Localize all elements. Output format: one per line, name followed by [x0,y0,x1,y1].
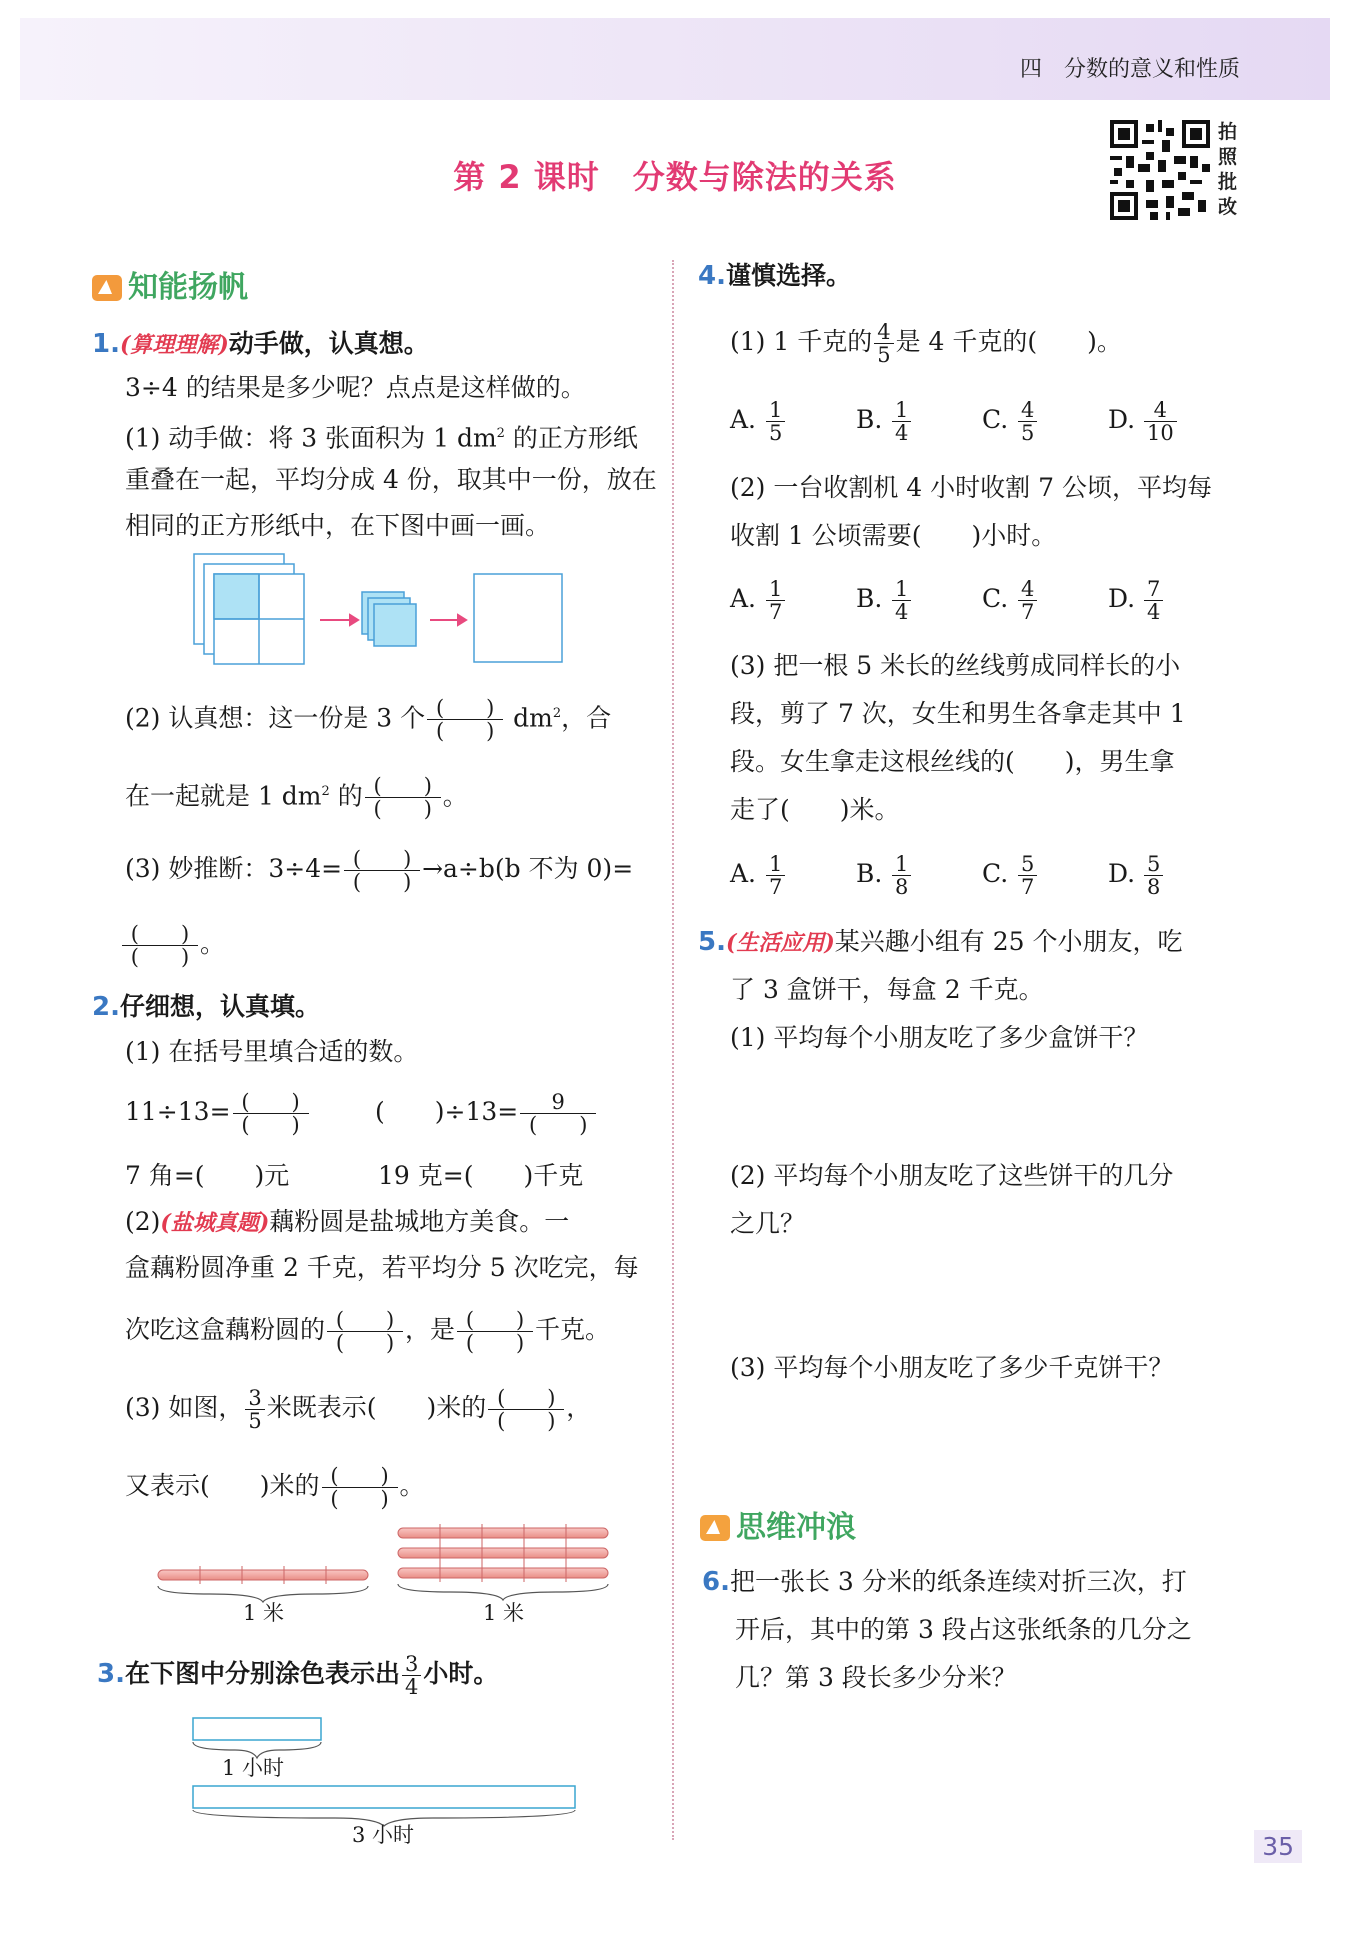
q3-number: 3. [97,1659,125,1689]
section-advanced-label: 思维冲浪 [736,1510,856,1545]
wave-icon [700,1515,730,1541]
q1-intro: 3÷4 的结果是多少呢？点点是这样做的。 [125,373,586,402]
q5-number: 5. [698,927,726,957]
arrow-2 [430,615,466,625]
q2-title: 仔细想，认真填。 [119,992,320,1021]
q4-p1-option-b[interactable]: B. $\frac{1}{4}$ [856,396,982,444]
q4-p3-option-b[interactable]: B. $\frac{1}{8}$ [856,850,982,898]
q4-p2-line1: (2) 一台收割机 4 小时收割 7 公顷，平均每 [730,473,1212,502]
q4-p2-option-c[interactable]: C. $\frac{4}{7}$ [982,575,1108,623]
q4-p1-options [730,396,1234,444]
q1-p2-line2: 在一起就是 1 $dm^2$ 的 $\frac{( )}{( )}$ 。 [125,774,468,822]
blank-fraction[interactable]: $\frac{( )}{( )}$ [365,775,441,820]
q4-heading [698,252,851,300]
square-paper-diagram [190,550,570,670]
q4-p3-option-c[interactable]: C. $\frac{5}{7}$ [982,850,1108,898]
q4-p1: (1) 1 千克的 $\frac{4}{5}$ 是 4 千克的( )。 [730,320,1122,367]
q2-heading [92,983,320,1031]
blank-fraction[interactable]: $\frac{( )}{( )}$ [344,848,420,893]
q5-line2: 了 3 盒饼干，每盒 2 千克。 [730,975,1044,1004]
label-1m-a: 1 米 [243,1601,285,1625]
q5-tag: (生活应用) [725,930,835,956]
blank-fraction[interactable]: $\frac{( )}{( )}$ [327,1309,403,1354]
q2-p2-line3: 次吃这盒藕粉圆的 $\frac{( )}{( )}$ ，是 $\frac{( )}{( )}$ 千克。 [125,1308,611,1355]
q1-p1-line3: 相同的正方形纸中，在下图中画一画。 [125,511,551,540]
q4-p1-option-c[interactable]: C. $\frac{4}{5}$ [982,396,1108,444]
q4-p3-line1: (3) 把一根 5 米长的丝线剪成同样长的小 [730,651,1181,680]
q3-heading: 3.在下图中分别涂色表示出 $\frac{3}{4}$ 小时。 [97,1652,499,1699]
q4-p3-options [730,850,1234,898]
blank-fraction[interactable]: $\frac{( )}{( )}$ [488,1387,564,1432]
blank-fraction[interactable]: $\frac{( )}{( )}$ [322,1465,398,1510]
blank-fraction[interactable]: $\frac{( )}{( )}$ [122,923,198,968]
q1-tag: (算理理解) [119,332,229,358]
q1-p1-line2: 重叠在一起，平均分成 4 份，取其中一份，放在 [125,465,657,494]
q4-title: 谨慎选择。 [725,261,851,290]
shaded-quarter [214,574,259,619]
stacked-squares [194,554,304,664]
q1-number: 1. [92,329,120,359]
q4-p3-option-a[interactable]: A. $\frac{1}{7}$ [730,850,856,898]
one-hour-bar[interactable] [193,1718,321,1740]
qr-code-icon[interactable] [1110,120,1210,220]
q1-p3: (3) 妙推断：3÷4= $\frac{( )}{( )}$ →a÷b(b 不为 0)= [125,847,634,894]
q5-heading: 5.(生活应用)某兴趣小组有 25 个小朋友，吃 [698,927,1183,957]
q2-p2: (2)(盐城真题)藕粉圆是盐城地方美食。一 [125,1207,570,1236]
q5-p3: (3) 平均每个小朋友吃了多少千克饼干？ [730,1353,1174,1382]
q2-eq2: ( )÷13= $\frac{9}{( )}$ [375,1088,598,1136]
q2-number: 2. [92,992,120,1022]
qr-label: 拍照批改 [1218,121,1238,218]
blank-fraction[interactable]: $\frac{( )}{( )}$ [427,697,503,742]
section-basic [92,262,248,306]
q5-p2-line1: (2) 平均每个小朋友吃了这些饼干的几分 [730,1161,1174,1190]
label-3h: 3 小时 [352,1823,415,1847]
small-stack [362,592,416,646]
q1-title: 动手做，认真想。 [228,329,429,358]
q4-p2-option-d[interactable]: D. $\frac{7}{4}$ [1108,575,1234,623]
q4-p1-option-a[interactable]: A. $\frac{1}{5}$ [730,396,856,444]
empty-square [474,574,562,662]
q2-eq1: 11÷13= $\frac{( )}{( )}$ [125,1088,311,1136]
fraction-3-4: $\frac{3}{4}$ [402,1653,421,1698]
q2-eq4: 19 克=( )千克 [378,1161,584,1190]
q2-p2-line2: 盒藕粉圆净重 2 千克，若平均分 5 次吃完，每 [125,1253,639,1282]
q6-line3: 几？第 3 段长多少分米？ [735,1663,1017,1692]
q4-p3-option-d[interactable]: D. $\frac{5}{8}$ [1108,850,1234,898]
fraction-4-5: $\frac{4}{5}$ [874,321,893,366]
sticks-diagram [150,1520,620,1615]
q4-p3-line3: 段。女生拿走这根丝线的( )，男生拿 [730,747,1175,776]
q1-heading [92,320,429,369]
q6-line1: 6.把一张长 3 分米的纸条连续对折三次，打 [702,1567,1187,1597]
q4-number: 4. [698,261,726,291]
lesson-title: 第 2 课时 分数与除法的关系 [453,158,897,196]
blank-fraction[interactable]: $\frac{( )}{( )}$ [233,1091,309,1136]
q2-p2-tag: (盐城真题) [160,1210,270,1236]
q4-p1-option-d[interactable]: D. $\frac{4}{10}$ [1108,396,1234,444]
q2-p1: (1) 在括号里填合适的数。 [125,1037,419,1066]
section-advanced [700,1502,856,1546]
q6-number: 6. [702,1567,730,1597]
q5-p1: (1) 平均每个小朋友吃了多少盒饼干？ [730,1023,1149,1052]
q5-p2-line2: 之几？ [730,1209,806,1238]
q2-p3: (3) 如图， $\frac{3}{5}$ 米既表示( )米的 $\frac{( )}{( )}$ ， [125,1386,592,1433]
q2-eq3: 7 角=( )元 [125,1161,290,1190]
page-number: 35 [1254,1830,1302,1863]
section-basic-label: 知能扬帆 [128,270,248,305]
q4-p2-option-b[interactable]: B. $\frac{1}{4}$ [856,575,982,623]
q1-p1-line1: (1) 动手做：将 3 张面积为 1 $dm^2$ 的正方形纸 [125,423,638,453]
chapter-header: 四 分数的意义和性质 [1019,57,1240,82]
arrow-1 [320,615,358,625]
sail-icon [92,275,122,301]
label-1m-b: 1 米 [483,1601,525,1625]
triple-stick [398,1524,608,1600]
column-divider [672,260,674,1840]
fraction-3-5: $\frac{3}{5}$ [245,1387,264,1432]
q1-p3-line2: $\frac{( )}{( )}$ 。 [120,920,225,968]
q4-p2-options [730,575,1234,623]
fraction-9-over-blank[interactable]: $\frac{9}{( )}$ [520,1091,596,1136]
q2-p3-line2: 又表示( )米的 $\frac{( )}{( )}$ 。 [125,1464,425,1511]
q4-p3-line4: 走了( )米。 [730,795,900,824]
q1-p2: (2) 认真想：这一份是 3 个 $\frac{( )}{( )}$ $dm^2$，合 [125,696,612,744]
q6-line2: 开后，其中的第 3 段占这张纸条的几分之 [735,1615,1192,1644]
q4-p2-option-a[interactable]: A. $\frac{1}{7}$ [730,575,856,623]
label-1h: 1 小时 [222,1756,285,1780]
blank-fraction[interactable]: $\frac{( )}{( )}$ [457,1309,533,1354]
q4-p3-line2: 段，剪了 7 次，女生和男生各拿走其中 1 [730,699,1186,728]
q4-p2-line2: 收割 1 公顷需要( )小时。 [730,521,1057,550]
